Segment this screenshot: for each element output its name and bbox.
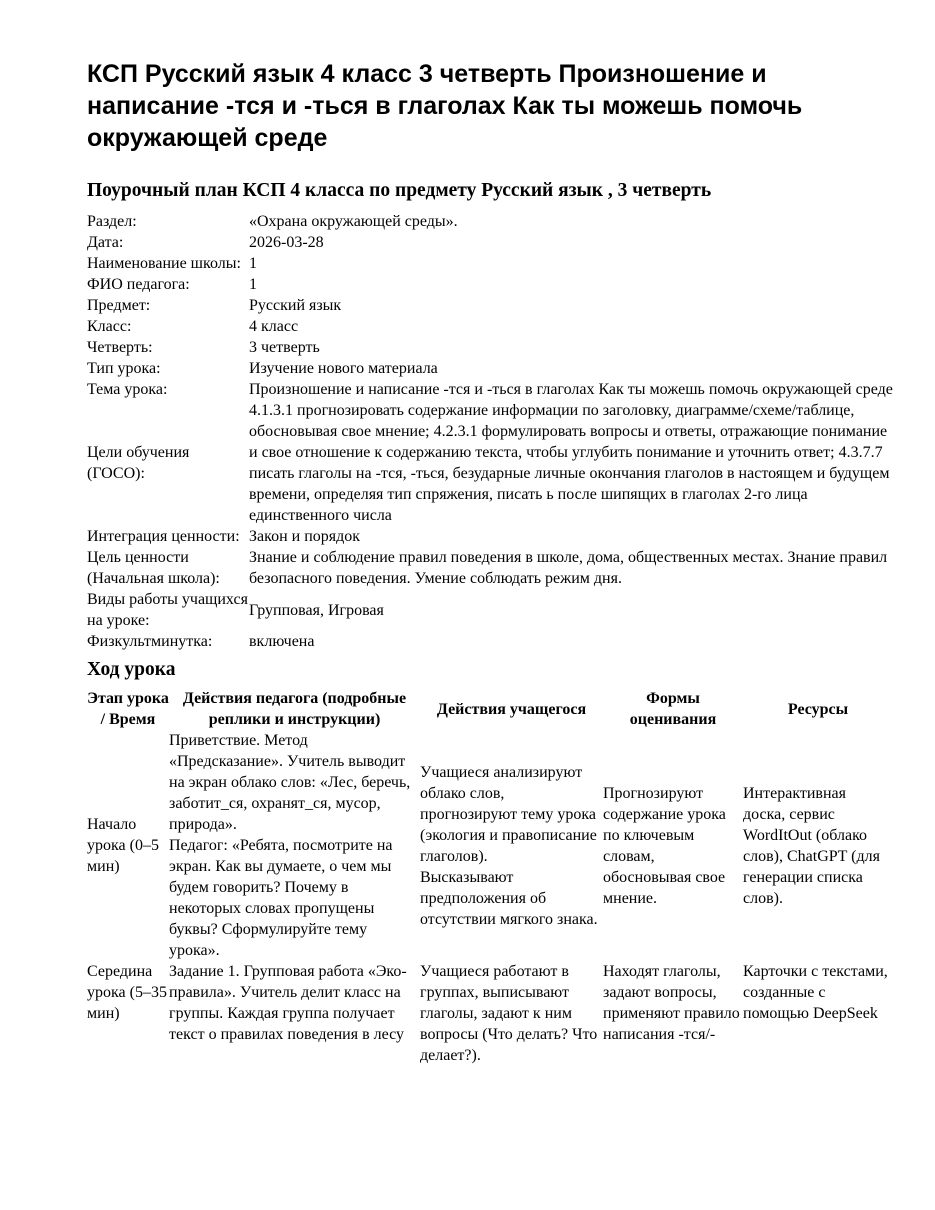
info-row (87, 274, 893, 295)
info-value: включена (249, 633, 315, 650)
lesson-stage: Начало урока (0–5 мин) (87, 816, 159, 875)
info-label: Тема урока: (87, 381, 168, 398)
course-title: Ход урока (87, 659, 176, 680)
header-student-actions: Действия учащегося (436, 700, 587, 718)
info-row (87, 358, 893, 379)
info-value: «Охрана окружающей среды». (249, 213, 458, 230)
lesson-row-start (87, 730, 893, 961)
info-row (87, 316, 893, 337)
info-label: Класс: (87, 318, 132, 335)
info-value: Изучение нового материала (249, 360, 438, 377)
info-label: ФИО педагога: (87, 276, 190, 293)
info-label: Четверть: (87, 339, 153, 356)
info-row (87, 232, 893, 253)
info-value: Знание и соблюдение правил поведения в школе, дома, общественных местах. Знание правил безопасного поведения. Умение соблюдать режим дня. (249, 549, 888, 587)
info-label: Цели обучения (ГОСО): (87, 444, 190, 482)
lesson-resources: Интерактивная доска, сервис WordItOut (облако слов), ChatGPT (для генерации списка слов). (743, 784, 880, 907)
info-label: Цель ценности (Начальная школа): (87, 549, 220, 587)
info-value: 1 (249, 276, 257, 293)
lesson-assessment: Находят глаголы, задают вопросы, применяют правило написания -тся/- (603, 963, 740, 1043)
info-label: Виды работы учащихся на уроке: (87, 591, 248, 629)
info-label: Дата: (87, 234, 124, 251)
info-value: 4 класс (249, 318, 299, 335)
info-row (87, 547, 893, 589)
lesson-student-actions: Учащиеся работают в группах, выписывают глаголы, задают к ним вопросы (Что делать? Что делает?). (420, 963, 598, 1064)
info-row (87, 253, 893, 274)
lesson-teacher-actions: Приветствие. Метод «Предсказание». Учитель выводит на экран облако слов: «Лес, беречь, заботит_ся, охранят_ся, мусор, природа». Педагог: «Ребята, посмотрите на экран. Как вы думаете, о чем мы будем говорить? Почему в некоторых словах пропущены буквы? Сформулируйте тему урока». (169, 732, 411, 959)
header-resources: Ресурсы (787, 700, 849, 718)
info-label: Физкультминутка: (87, 633, 213, 650)
info-row (87, 631, 893, 652)
info-row (87, 295, 893, 316)
info-label: Наименование школы: (87, 255, 241, 272)
lesson-info-table (87, 211, 893, 652)
lesson-header-row (87, 688, 893, 730)
info-value: Произношение и написание -тся и -ться в глаголах Как ты можешь помочь окружающей среде (249, 381, 893, 398)
info-value: 3 четверть (249, 339, 320, 356)
lesson-assessment: Прогнозируют содержание урока по ключевым словам, обосновывая свое мнение. (603, 784, 726, 907)
info-row (87, 379, 893, 400)
info-label: Тип урока: (87, 360, 161, 377)
header-teacher-actions: Действия педагога (подробные реплики и инструкции) (182, 690, 407, 728)
document-title: КСП Русский язык 4 класс 3 четверть Произношение и написание -тся и -ться в глаголах Как ты можешь помочь окружающей среде (87, 60, 803, 152)
lesson-course-table (87, 688, 893, 1066)
info-value: 1 (249, 255, 257, 272)
lesson-resources: Карточки с текстами, созданные с помощью DeepSeek (743, 963, 888, 1022)
info-label: Предмет: (87, 297, 151, 314)
info-label: Раздел: (87, 213, 137, 230)
document-page (87, 58, 893, 1066)
info-row (87, 337, 893, 358)
info-value: Закон и порядок (249, 528, 361, 545)
info-row (87, 589, 893, 631)
header-assessment: Формы оценивания (629, 690, 717, 728)
lesson-teacher-actions: Задание 1. Групповая работа «Эко-правила». Учитель делит класс на группы. Каждая группа получает текст о правилах поведения в лесу (169, 963, 407, 1043)
info-value: Русский язык (249, 297, 342, 314)
info-label: Интеграция ценности: (87, 528, 240, 545)
info-row (87, 526, 893, 547)
lesson-row-middle (87, 961, 893, 1066)
lesson-student-actions: Учащиеся анализируют облако слов, прогнозируют тему урока (экология и правописание глаголов). Высказывают предположения об отсутствии мягкого знака. (420, 763, 598, 928)
info-row (87, 211, 893, 232)
info-row (87, 400, 893, 526)
info-value: Групповая, Игровая (249, 601, 384, 619)
header-stage: Этап урока / Время (87, 690, 169, 728)
plan-title: Поурочный план КСП 4 класса по предмету Русский язык , 3 четверть (87, 180, 712, 201)
info-value: 4.1.3.1 прогнозировать содержание информации по заголовку, диаграмме/схеме/таблице, обосновывая свое мнение; 4.2.3.1 формулировать вопросы и ответы, отражающие понимание и свое отношение к содержанию текста, чтобы углубить понимание и уточнить ответ; 4.3.7.7 писать глаголы на -тся, -ться, безударные личные окончания глаголов в настоящем и будущем времени, определяя тип спряжения, писать ь после шипящих в глаголах 2-го лица единственного числа (249, 402, 890, 524)
info-value: 2026-03-28 (249, 234, 324, 251)
lesson-stage: Середина урока (5–35 мин) (87, 963, 167, 1022)
